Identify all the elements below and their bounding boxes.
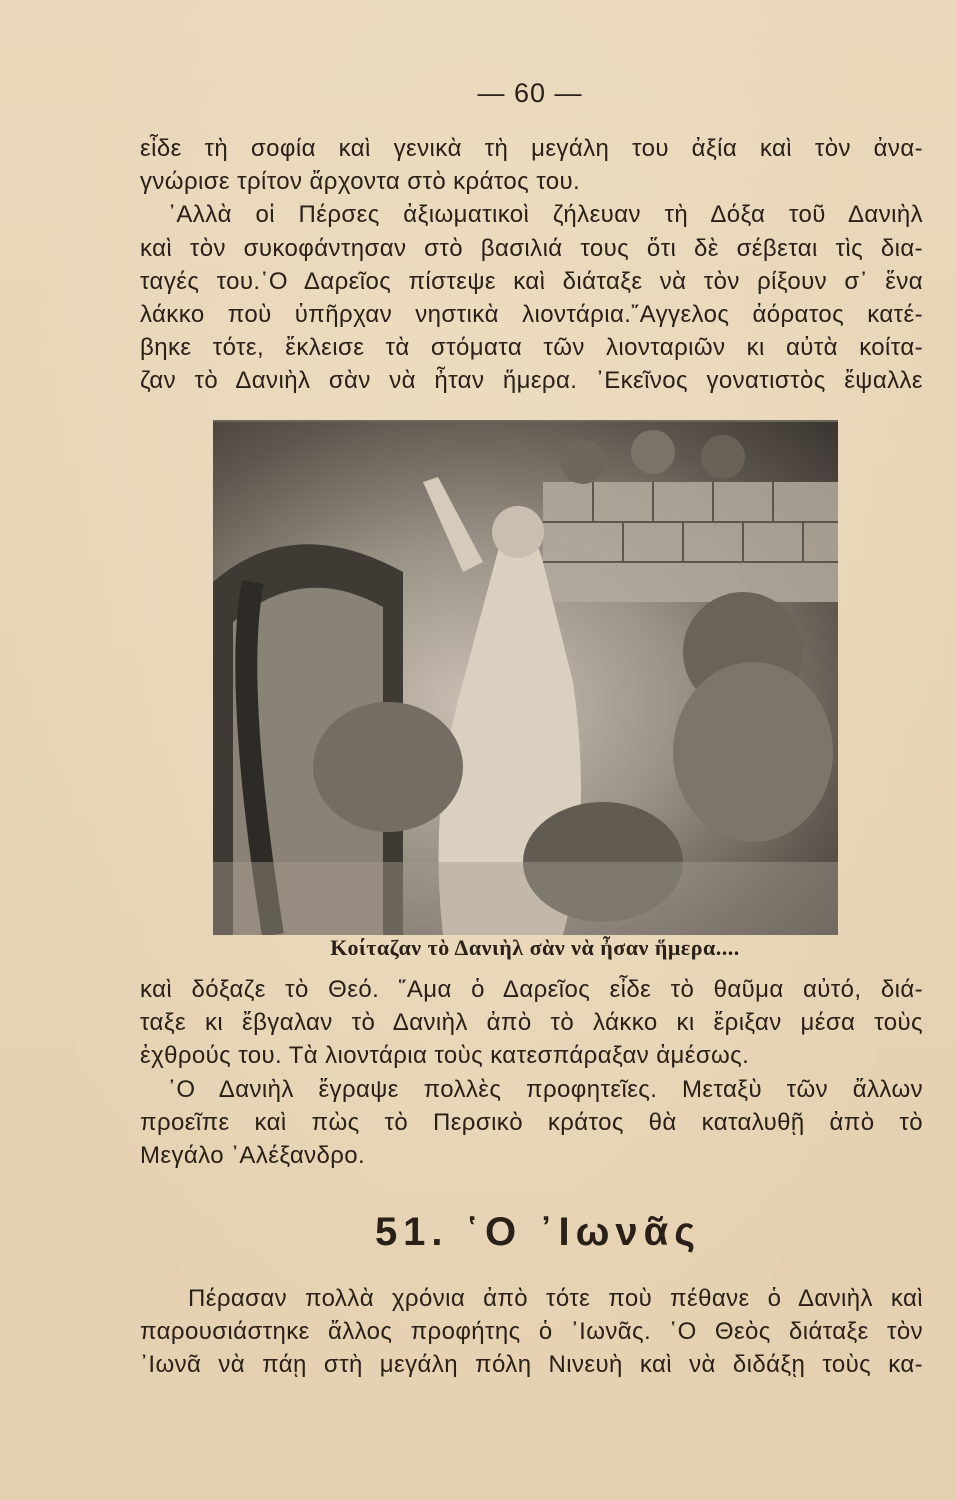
illustration-daniel-lions-den — [213, 420, 838, 935]
paragraph-middle — [140, 973, 923, 1172]
text-line: ταξε κι ἔβγαλαν τὸ Δανιὴλ ἀπὸ τὸ λάκκο κι ἔριξαν μέσα τοὺς — [140, 1009, 923, 1037]
text-line: βηκε τότε, ἔκλεισε τὰ στόματα τῶν λιονταριῶν κι αὐτὰ κοίτα- — [140, 334, 923, 362]
illustration-caption: Κοίταζαν τὸ Δανιὴλ σὰν νὰ ἦσαν ἥμερα.... — [330, 935, 740, 960]
text-line: Πέρασαν πολλὰ χρόνια ἀπὸ τότε ποὺ πέθανε ὁ Δανιὴλ καὶ — [188, 1285, 923, 1312]
illustration-drawing — [213, 422, 838, 935]
paragraph-bottom — [140, 1282, 923, 1382]
text-line: ταγές του.῾Ο Δαρεῖος πίστεψε καὶ διάταξε νὰ τὸν ρίξουν σ᾿ ἕνα — [140, 267, 923, 295]
text-line: ῾Ο Δανιὴλ ἔγραψε πολλὲς προφητεῖες. Μεταξὺ τῶν ἄλλων — [168, 1075, 923, 1103]
text-line: ᾿Ιωνᾶ νὰ πάῃ στὴ μεγάλη πόλη Νινευὴ καὶ νὰ διδάξῃ τοὺς κα- — [140, 1351, 923, 1379]
page-number: — 60 — — [477, 78, 583, 108]
section-heading: 51. ῾Ο ᾿Ιωνᾶς — [374, 1210, 702, 1254]
text-line: ᾿Αλλὰ οἱ Πέρσες ἀξιωματικοὶ ζήλευαν τὴ Δόξα τοῦ Δανιὴλ — [168, 201, 923, 229]
paragraph-top — [140, 132, 923, 398]
text-line: παρουσιάστηκε ἄλλος προφήτης ὁ ᾿Ιωνᾶς. ῾Ο Θεὸς διάταξε τὸν — [140, 1318, 923, 1346]
text-line: εἶδε τὴ σοφία καὶ γενικὰ τὴ μεγάλη του ἀξία καὶ τὸν ἀνα- — [140, 135, 923, 162]
text-line: λάκκο ποὺ ὑπῆρχαν νηστικὰ λιοντάρια.῎Αγγελος ἀόρατος κατέ- — [140, 300, 923, 328]
text-line: καὶ τὸν συκοφάντησαν στὸ βασιλιά τους ὅτι δὲ σέβεται τὶς δια- — [140, 234, 923, 262]
text-line: ζαν τὸ Δανιὴλ σὰν νὰ ἦταν ἥμερα. ᾿Εκεῖνος γονατιστὸς ἔψαλλε — [140, 367, 923, 395]
text-line: ἐχθρούς του. Τὰ λιοντάρια τοὺς κατεσπάραξαν ἀμέσως. — [140, 1042, 750, 1070]
text-line: καὶ δόξαζε τὸ Θεό. ῞Αμα ὁ Δαρεῖος εἶδε τὸ θαῦμα αὐτό, διά- — [140, 976, 923, 1003]
text-line: προεῖπε καὶ πὼς τὸ Περσικὸ κράτος θὰ καταλυθῇ ἀπὸ τὸ — [140, 1108, 923, 1136]
text-line: γνώρισε τρίτον ἄρχοντα στὸ κράτος του. — [140, 168, 581, 196]
text-line: Μεγάλο ᾿Αλέξανδρο. — [140, 1141, 366, 1169]
